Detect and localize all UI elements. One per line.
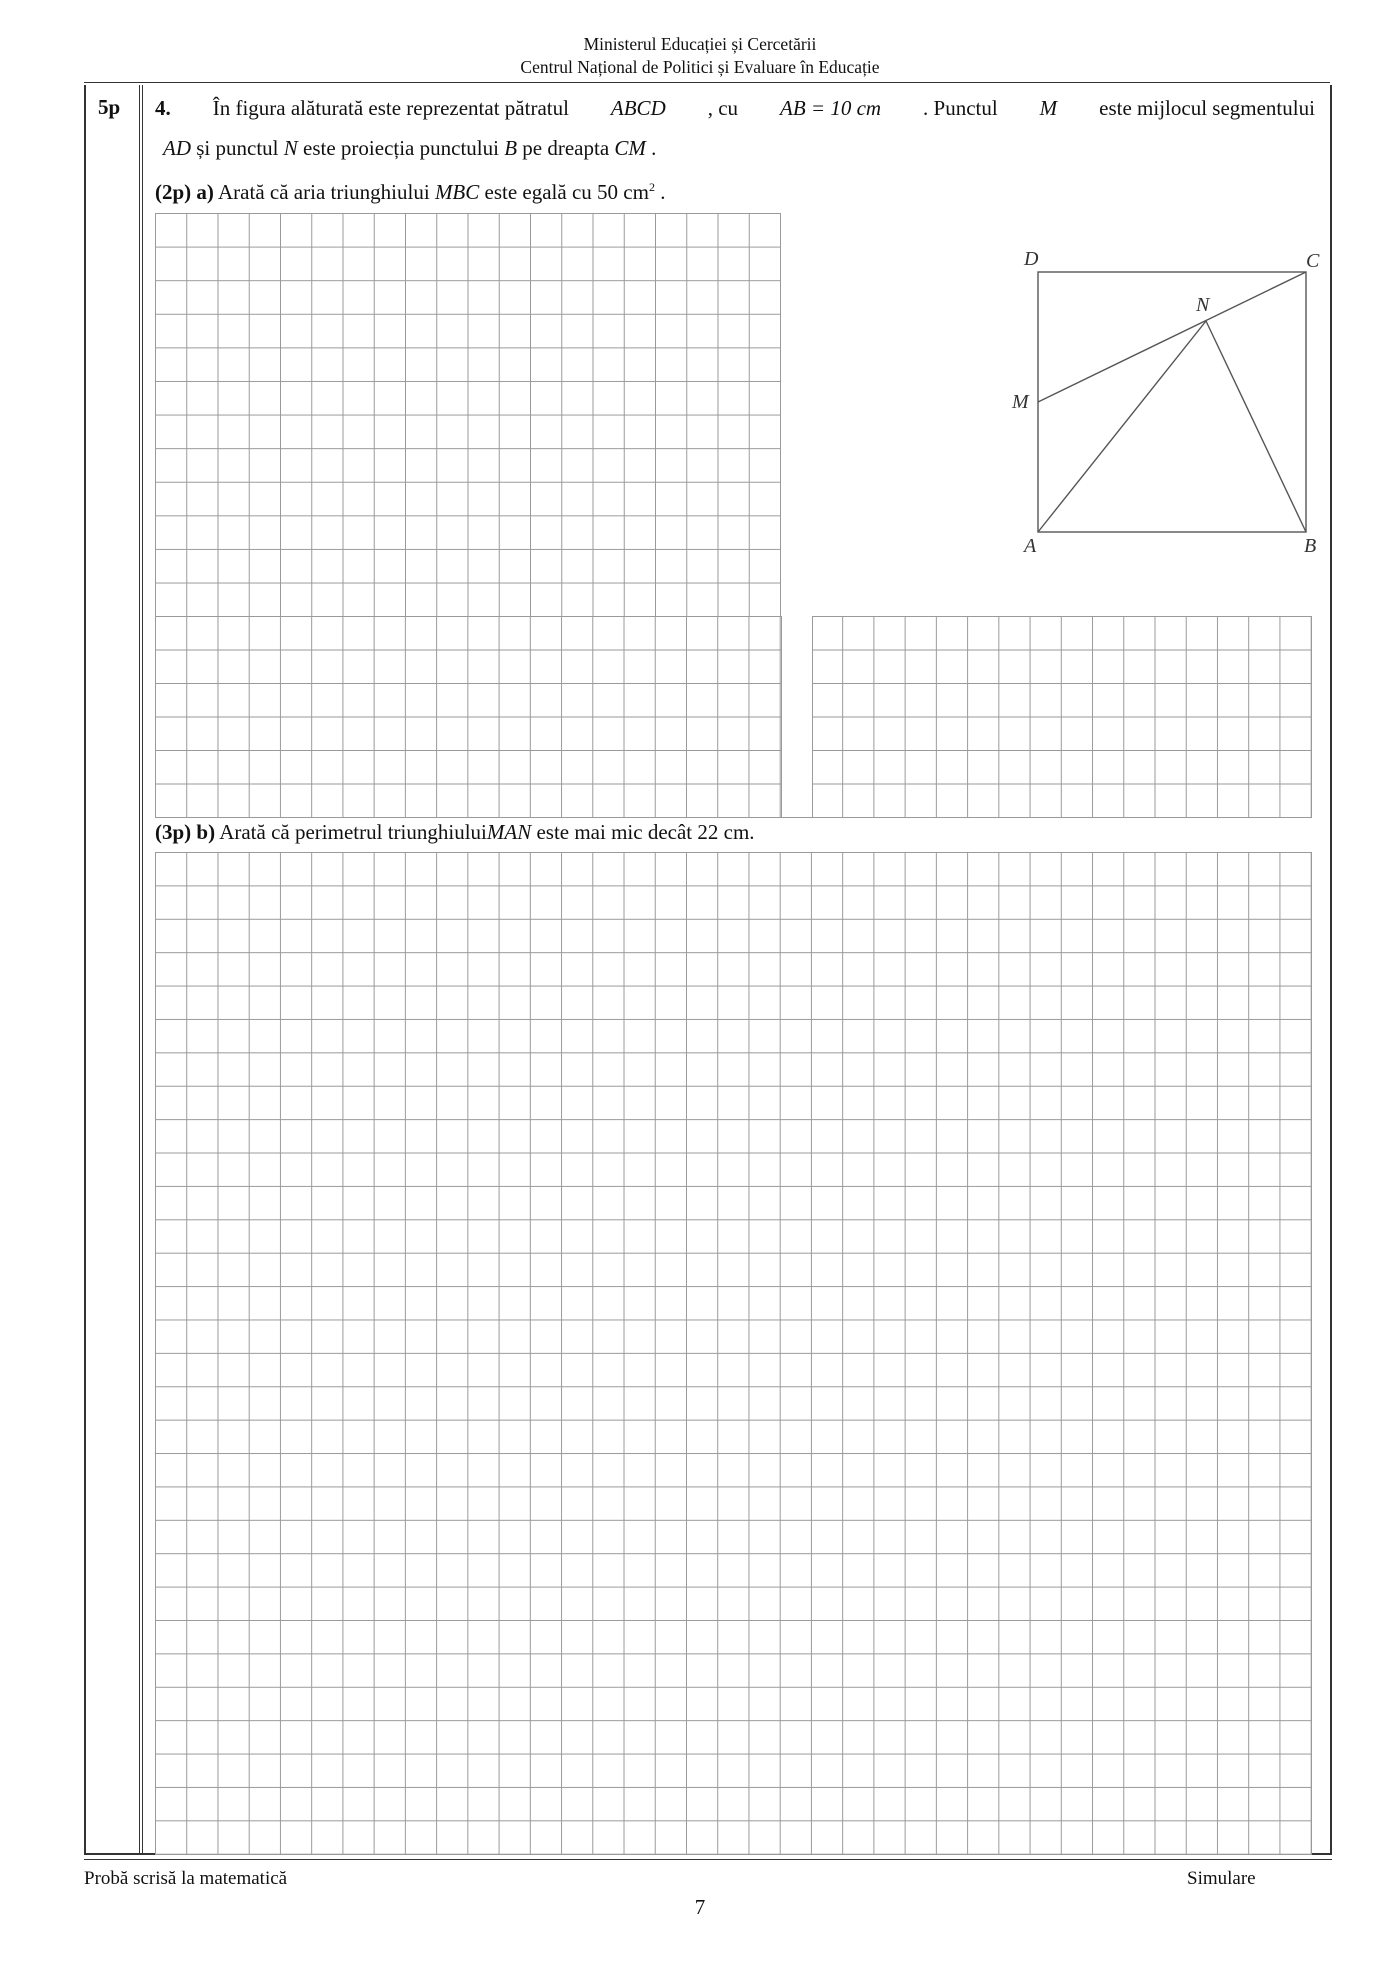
column-divider: [139, 85, 140, 1855]
statement-text: și punctul: [196, 136, 279, 160]
answer-grid-b[interactable]: [155, 852, 1312, 1855]
segment-an: [1038, 321, 1206, 532]
problem-number: 4.: [155, 96, 171, 120]
part-b-text: Arată că perimetrul triunghiului: [219, 820, 487, 844]
part-a-text2: este egală cu: [484, 180, 592, 204]
problem-statement-line1: [155, 94, 1315, 122]
column-divider-double: [142, 85, 143, 1855]
statement-text: , cu: [707, 96, 739, 120]
frame-top-rule: [84, 82, 1330, 83]
segment-nb: [1206, 321, 1306, 532]
header-ministry: Ministerul Educației și Cercetării: [583, 34, 817, 54]
part-a-statement: [155, 173, 665, 206]
triangle-man: MAN: [486, 820, 532, 844]
label-d: D: [1024, 248, 1039, 270]
part-a-end: .: [660, 180, 666, 204]
answer-grid-a-bottom[interactable]: [155, 616, 1312, 818]
frame-bottom-rule: [84, 1859, 1332, 1860]
part-b-points: (3p): [155, 820, 192, 844]
side-length: AB = 10 cm: [780, 96, 882, 120]
statement-text: .: [651, 136, 657, 160]
area-value: 50 cm: [597, 180, 649, 204]
statement-text: În figura alăturată este reprezentat pătratul: [212, 96, 569, 120]
part-a-text: Arată că aria triunghiului: [218, 180, 430, 204]
square-figure: [1000, 245, 1330, 565]
statement-text: pe dreapta: [522, 136, 610, 160]
figure-svg: [1000, 245, 1330, 565]
point-b: B: [504, 136, 518, 160]
header-center: Centrul Național de Politici și Evaluare în Educație: [520, 57, 880, 77]
part-b-text2: este mai mic decât 22 cm.: [536, 820, 755, 844]
label-m: M: [1012, 391, 1029, 413]
square-abcd: [1038, 272, 1306, 532]
triangle-mbc: MBC: [434, 180, 480, 204]
point-n: N: [283, 136, 298, 160]
segment-ad: AD: [163, 136, 191, 160]
label-b: B: [1304, 535, 1317, 557]
part-a-letter: a): [196, 180, 214, 204]
part-b-statement: [155, 818, 755, 846]
line-cm-shape: [1038, 272, 1306, 402]
label-c: C: [1306, 250, 1320, 272]
square-name: ABCD: [610, 96, 666, 120]
label-n: N: [1196, 294, 1210, 316]
grid-gap: [781, 616, 813, 817]
answer-grid-a-top[interactable]: [155, 213, 781, 617]
page-number: 7: [694, 1895, 706, 1919]
point-m: M: [1039, 96, 1058, 120]
line-cm: CM: [614, 136, 646, 160]
statement-text: este mijlocul segmentului: [1099, 96, 1315, 120]
label-a: A: [1024, 535, 1037, 557]
statement-text: este proiecția punctului: [303, 136, 499, 160]
problem-statement-line2: [163, 134, 656, 162]
footer-exam-name: Probă scrisă la matematică: [84, 1868, 288, 1889]
footer-exam-type: Simulare: [1187, 1868, 1256, 1889]
part-a-points: (2p): [155, 180, 192, 204]
statement-text: . Punctul: [923, 96, 998, 120]
area-exponent: 2: [648, 180, 655, 194]
part-b-letter: b): [196, 820, 216, 844]
problem-points: 5p: [98, 95, 121, 119]
